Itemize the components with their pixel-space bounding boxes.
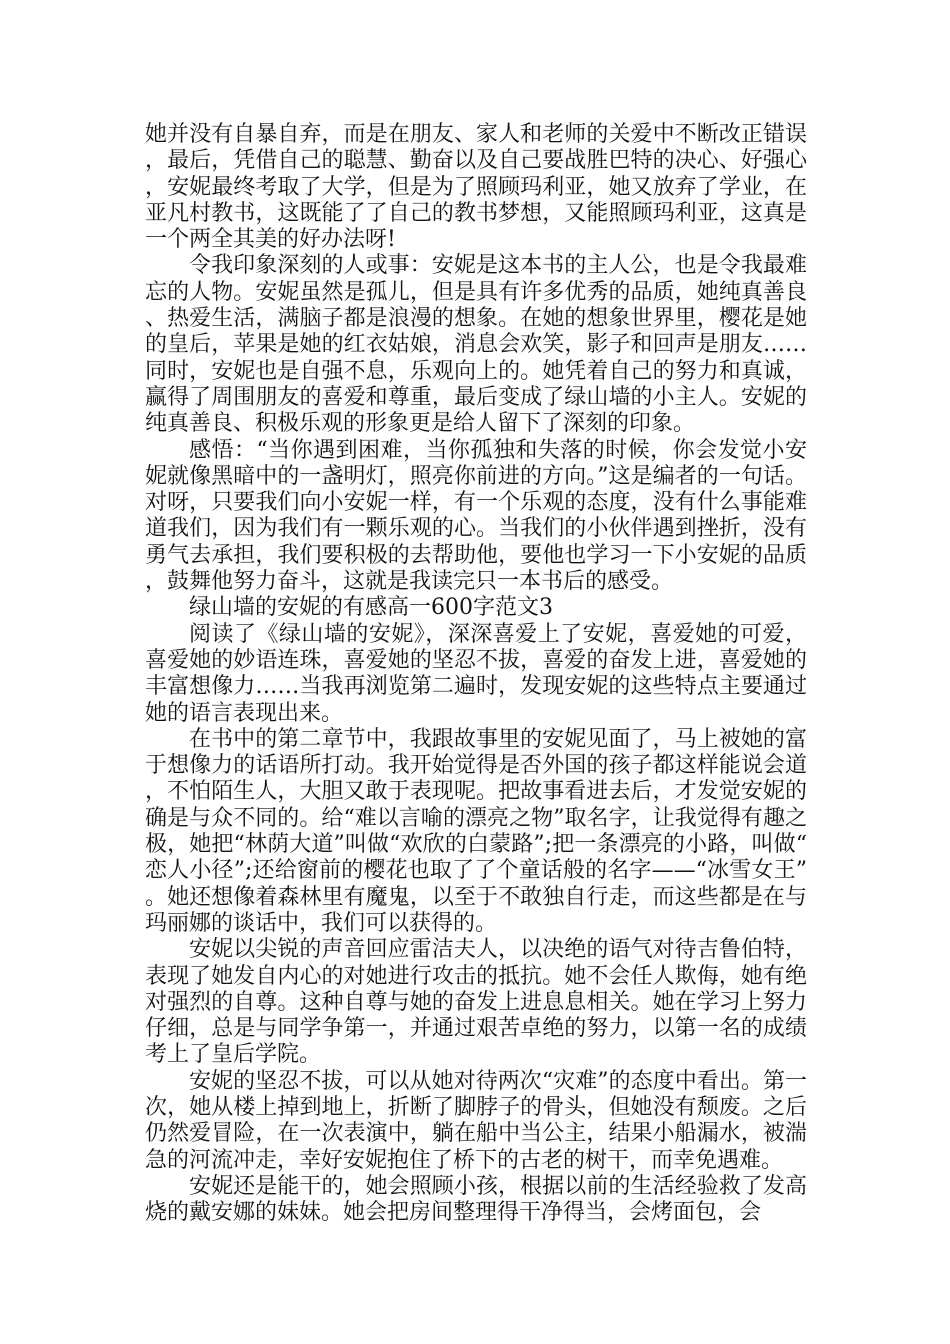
paragraph-capable: 安妮还是能干的，她会照顾小孩，根据以前的生活经验救了发高烧的戴安娜的妹妹。她会把房间整理得干净得当，会烤面包，会 [145, 1173, 807, 1226]
paragraph-continuation: 她并没有自暴自弃，而是在朋友、家人和老师的关爱中不断改正错误，最后，凭借自己的聪慧、勤奋以及自己要战胜巴特的决心、好强心，安妮最终考取了大学，但是为了照顾玛利亚，她又放弃了学业，在亚凡村教书，这既能了了自己的教书梦想，又能照顾玛利亚，这真是一个两全其美的好办法呀! [145, 122, 807, 253]
paragraph-perseverance: 安妮的坚忍不拔，可以从她对待两次“灾难”的态度中看出。第一次，她从楼上掉到地上，折断了脚脖子的骨头，但她没有颓废。之后仍然爱冒险，在一次表演中，躺在船中当公主，结果小船漏水，被湍急的河流冲走，幸好安妮抱住了桥下的古老的树干，而幸免遇难。 [145, 1068, 807, 1173]
paragraph-chapter-two: 在书中的第二章节中，我跟故事里的安妮见面了，马上被她的富于想像力的话语所打动。我开始觉得是否外国的孩子都这样能说会道，不怕陌生人，大胆又敢于表现呢。把故事看进去后，才发觉安妮的确是与众不同的。给“难以言喻的漂亮之物”取名字，让我觉得有趣之极，她把“林荫大道”叫做“欢欣的白蒙路”;把一条漂亮的小路，叫做“恋人小径”;还给窗前的樱花也取了了个童话般的名字——“冰雪女王”。她还想像着森林里有魔鬼，以至于不敢独自行走，而这些都是在与玛丽娜的谈话中，我们可以获得的。 [145, 726, 807, 936]
paragraph-self-respect: 安妮以尖锐的声音回应雷洁夫人，以决绝的语气对待吉鲁伯特，表现了她发自内心的对她进行攻击的抵抗。她不会任人欺侮，她有绝对强烈的自尊。这种自尊与她的奋发上进息息相关。她在学习上努力仔细，总是与同学争第一，并通过艰苦卓绝的努力，以第一名的成绩考上了皇后学院。 [145, 937, 807, 1068]
paragraph-impression: 令我印象深刻的人或事：安妮是这本书的主人公，也是令我最难忘的人物。安妮虽然是孤儿，但是具有许多优秀的品质，她纯真善良、热爱生活，满脑子都是浪漫的想象。在她的想象世界里，樱花是她的皇后，苹果是她的红衣姑娘，消息会欢笑，影子和回声是朋友……同时，安妮也是自强不息，乐观向上的。她凭着自己的努力和真诚，赢得了周围朋友的喜爱和尊重，最后变成了绿山墙的小主人。安妮的纯真善良、积极乐观的形象更是给人留下了深刻的印象。 [145, 253, 807, 437]
document-page [145, 122, 807, 1226]
section-heading: 绿山墙的安妮的有感高一600字范文3 [189, 595, 553, 621]
paragraph-reflection: 感悟：“当你遇到困难，当你孤独和失落的时候，你会发觉小安妮就像黑暗中的一盏明灯，照亮你前进的方向。”这是编者的一句话。对呀，只要我们向小安妮一样，有一个乐观的态度，没有什么事能难道我们，因为我们有一颗乐观的心。当我们的小伙伴遇到挫折，没有勇气去承担，我们要积极的去帮助他，要他也学习一下小安妮的品质，鼓舞他努力奋斗，这就是我读完只一本书后的感受。 [145, 437, 807, 595]
paragraph-reading: 阅读了《绿山墙的安妮》，深深喜爱上了安妮，喜爱她的可爱，喜爱她的妙语连珠，喜爱她的坚忍不拔，喜爱的奋发上进，喜爱她的丰富想像力……当我再浏览第二遍时，发现安妮的这些特点主要通过她的语言表现出来。 [145, 621, 807, 726]
